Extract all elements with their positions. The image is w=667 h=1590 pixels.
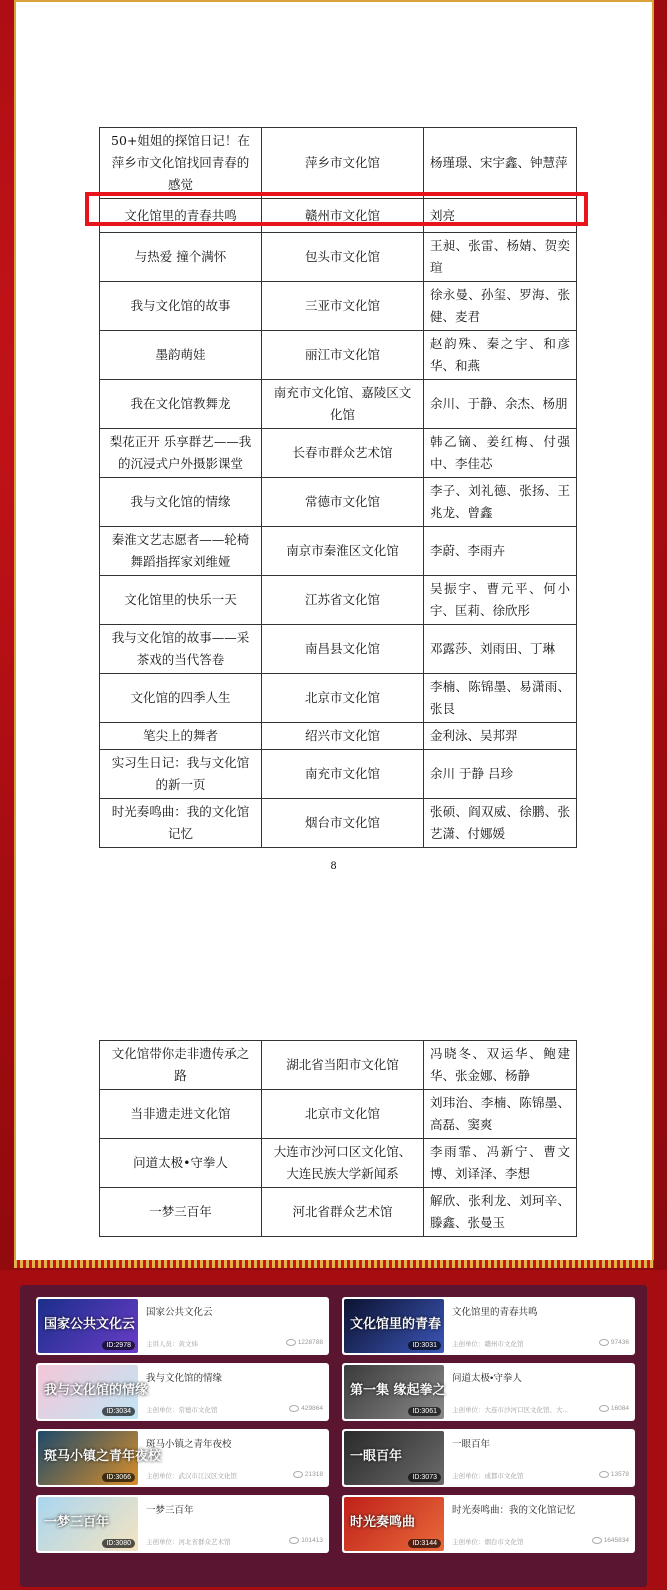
video-thumbnail[interactable]	[344, 1365, 444, 1419]
video-title[interactable]: 我与文化馆的情缘	[146, 1373, 223, 1384]
members-cell: 冯晓冬、双运华、鲍建华、张金娜、杨静	[424, 1041, 577, 1090]
video-card[interactable]	[342, 1297, 635, 1355]
table-row	[100, 1090, 577, 1139]
video-card[interactable]	[36, 1297, 329, 1355]
members-cell: 王昶、张雷、杨婧、贺奕瑄	[424, 233, 577, 282]
unit-cell: 北京市文化馆	[262, 674, 424, 723]
unit-cell: 湖北省当阳市文化馆	[262, 1041, 424, 1090]
video-card[interactable]	[36, 1429, 329, 1487]
unit-cell: 包头市文化馆	[262, 233, 424, 282]
video-id-badge: ID:3080	[102, 1539, 135, 1548]
video-title[interactable]: 时光奏鸣曲：我的文化馆记忆	[452, 1505, 576, 1516]
view-count-value: 97436	[610, 1339, 629, 1347]
results-table-2	[99, 1040, 577, 1237]
table-row	[100, 331, 577, 380]
members-cell: 金利泳、吴邦羿	[424, 723, 577, 750]
table-row	[100, 750, 577, 799]
program-cell: 梨花正开 乐享群艺——我的沉浸式户外摄影课堂	[100, 429, 262, 478]
members-cell: 吴振宇、曹元平、何小宇、匡莉、徐欣彤	[424, 576, 577, 625]
view-count	[289, 1405, 323, 1412]
program-cell: 文化馆里的青春共鸣	[100, 199, 262, 233]
view-count-value: 21318	[304, 1471, 323, 1479]
video-unit: 主创单位：成都市文化馆	[452, 1473, 524, 1480]
video-card[interactable]	[342, 1495, 635, 1553]
unit-cell: 三亚市文化馆	[262, 282, 424, 331]
view-count	[289, 1537, 323, 1544]
members-cell: 邓露莎、刘雨田、丁琳	[424, 625, 577, 674]
members-cell: 李雨霏、冯新宁、曹文博、刘译泽、李想	[424, 1139, 577, 1188]
table-row	[100, 128, 577, 199]
unit-cell: 赣州市文化馆	[262, 199, 424, 233]
video-title[interactable]: 一梦三百年	[146, 1505, 194, 1516]
program-cell: 我在文化馆教舞龙	[100, 380, 262, 429]
video-unit: 主讲人员：黄文炜	[146, 1341, 198, 1348]
program-cell: 一梦三百年	[100, 1188, 262, 1237]
thumbnail-caption: 斑马小镇之青年夜校	[44, 1449, 162, 1464]
unit-cell: 烟台市文化馆	[262, 799, 424, 848]
table-row	[100, 625, 577, 674]
program-cell: 我与文化馆的情缘	[100, 478, 262, 527]
eye-icon	[293, 1471, 303, 1478]
video-thumbnail[interactable]	[38, 1299, 138, 1353]
view-count	[293, 1471, 323, 1478]
video-unit: 主创单位：大连市沙河口区文化馆、大...	[452, 1407, 568, 1414]
unit-cell: 常德市文化馆	[262, 478, 424, 527]
unit-cell: 长春市群众艺术馆	[262, 429, 424, 478]
unit-cell: 萍乡市文化馆	[262, 128, 424, 199]
table-row	[100, 1188, 577, 1237]
view-count-value: 1228788	[297, 1339, 323, 1347]
video-card[interactable]	[342, 1429, 635, 1487]
program-cell: 当非遗走进文化馆	[100, 1090, 262, 1139]
program-cell: 时光奏鸣曲：我的文化馆记忆	[100, 799, 262, 848]
program-cell: 文化馆里的快乐一天	[100, 576, 262, 625]
video-id-badge: ID:3144	[408, 1539, 441, 1548]
video-id-badge: ID:3061	[408, 1407, 441, 1416]
page-number: 8	[330, 861, 337, 872]
video-unit: 主创单位：烟台市文化馆	[452, 1539, 524, 1546]
video-thumbnail[interactable]	[38, 1497, 138, 1551]
view-count	[599, 1405, 629, 1412]
unit-cell: 河北省群众艺术馆	[262, 1188, 424, 1237]
program-cell: 墨韵萌娃	[100, 331, 262, 380]
video-unit: 主创单位：赣州市文化馆	[452, 1341, 524, 1348]
unit-cell: 绍兴市文化馆	[262, 723, 424, 750]
video-card[interactable]	[36, 1495, 329, 1553]
view-count	[592, 1537, 629, 1544]
video-id-badge: ID:3034	[102, 1407, 135, 1416]
video-id-badge: ID:2978	[102, 1341, 135, 1350]
members-cell: 张硕、阎双威、徐鹏、张艺潇、付娜媛	[424, 799, 577, 848]
program-cell: 我与文化馆的故事——采茶戏的当代答卷	[100, 625, 262, 674]
view-count-value: 13578	[610, 1471, 629, 1479]
table-row	[100, 723, 577, 750]
eye-icon	[599, 1471, 609, 1478]
members-cell: 解欣、张利龙、刘珂辛、滕鑫、张曼玉	[424, 1188, 577, 1237]
thumbnail-caption: 国家公共文化云	[44, 1317, 136, 1332]
results-table-1	[99, 127, 577, 848]
thumbnail-caption: 时光奏鸣曲	[350, 1515, 416, 1530]
program-cell: 文化馆的四季人生	[100, 674, 262, 723]
video-id-badge: ID:3073	[408, 1473, 441, 1482]
unit-cell: 南昌县文化馆	[262, 625, 424, 674]
eye-icon	[289, 1405, 299, 1412]
table-row	[100, 1139, 577, 1188]
program-cell: 问道太极•守拳人	[100, 1139, 262, 1188]
video-thumbnail[interactable]	[38, 1365, 149, 1419]
members-cell: 余川、于静、余杰、杨朋	[424, 380, 577, 429]
unit-cell: 北京市文化馆	[262, 1090, 424, 1139]
program-cell: 笔尖上的舞者	[100, 723, 262, 750]
video-thumbnail[interactable]	[344, 1497, 444, 1551]
thumbnail-caption: 我与文化馆的情缘	[44, 1383, 149, 1398]
highlight-box	[85, 192, 588, 226]
table-row	[100, 282, 577, 331]
members-cell: 韩乙镝、姜红梅、付强中、李佳芯	[424, 429, 577, 478]
eye-icon	[286, 1339, 296, 1346]
members-cell: 刘亮	[424, 199, 577, 233]
video-title[interactable]: 斑马小镇之青年夜校	[146, 1439, 232, 1450]
view-count	[599, 1471, 629, 1478]
view-count-value: 1645834	[603, 1537, 629, 1545]
unit-cell: 南充市文化馆、嘉陵区文化馆	[262, 380, 424, 429]
table-row	[100, 1041, 577, 1090]
program-cell: 秦淮文艺志愿者——轮椅舞蹈指挥家刘维娅	[100, 527, 262, 576]
video-title[interactable]: 国家公共文化云	[146, 1307, 213, 1318]
view-count	[286, 1339, 323, 1346]
table-row	[100, 478, 577, 527]
members-cell: 余川 于静 吕珍	[424, 750, 577, 799]
program-cell: 文化馆带你走非遗传承之路	[100, 1041, 262, 1090]
program-cell: 与热爱 撞个满怀	[100, 233, 262, 282]
view-count-value: 16084	[610, 1405, 629, 1413]
video-card[interactable]	[342, 1363, 635, 1421]
video-thumbnail[interactable]	[344, 1299, 444, 1353]
program-cell: 实习生日记：我与文化馆的新一页	[100, 750, 262, 799]
unit-cell: 江苏省文化馆	[262, 576, 424, 625]
view-count	[599, 1339, 629, 1346]
thumbnail-caption: 第一集 缘起拳之	[350, 1383, 446, 1398]
unit-cell: 大连市沙河口区文化馆、大连民族大学新闻系	[262, 1139, 424, 1188]
table-row	[100, 527, 577, 576]
members-cell: 李子、刘礼德、张扬、王兆龙、曾鑫	[424, 478, 577, 527]
members-cell: 刘玮治、李楠、陈锦墨、高磊、窦爽	[424, 1090, 577, 1139]
video-unit: 主创单位：河北省群众艺术馆	[146, 1539, 231, 1546]
members-cell: 李蔚、李雨卉	[424, 527, 577, 576]
unit-cell: 丽江市文化馆	[262, 331, 424, 380]
video-card-panel	[20, 1285, 647, 1587]
program-cell: 50+姐姐的探馆日记！在萍乡市文化馆找回青春的感觉	[100, 128, 262, 199]
table-row	[100, 233, 577, 282]
video-id-badge: ID:3031	[408, 1341, 441, 1350]
members-cell: 徐永曼、孙玺、罗海、张健、麦君	[424, 282, 577, 331]
video-card[interactable]	[36, 1363, 329, 1421]
thumbnail-caption: 一眼百年	[350, 1449, 403, 1464]
eye-icon	[289, 1537, 299, 1544]
table-row	[100, 429, 577, 478]
thumbnail-caption: 文化馆里的青春	[350, 1317, 442, 1332]
video-id-badge: ID:3066	[102, 1473, 135, 1482]
video-thumbnail[interactable]	[38, 1431, 162, 1485]
table-row	[100, 380, 577, 429]
video-unit: 主创单位：武汉市江汉区文化馆	[146, 1473, 237, 1480]
members-cell: 李楠、陈锦墨、易潇雨、张艮	[424, 674, 577, 723]
thumbnail-caption: 一梦三百年	[44, 1515, 110, 1530]
video-title[interactable]: 问道太极•守拳人	[452, 1373, 522, 1384]
members-cell: 杨瑾璟、宋宇鑫、钟慧萍	[424, 128, 577, 199]
eye-icon	[599, 1339, 609, 1346]
eye-icon	[592, 1537, 602, 1544]
video-title[interactable]: 一眼百年	[452, 1439, 491, 1450]
members-cell: 赵韵殊、秦之宇、和彦华、和燕	[424, 331, 577, 380]
video-thumbnail[interactable]	[344, 1431, 444, 1485]
table-row	[100, 799, 577, 848]
eye-icon	[599, 1405, 609, 1412]
table-row	[100, 674, 577, 723]
view-count-value: 101413	[301, 1537, 323, 1545]
video-unit: 主创单位：常德市文化馆	[146, 1407, 218, 1414]
table-row	[100, 576, 577, 625]
program-cell: 我与文化馆的故事	[100, 282, 262, 331]
unit-cell: 南京市秦淮区文化馆	[262, 527, 424, 576]
video-title[interactable]: 文化馆里的青春共鸣	[452, 1307, 538, 1318]
unit-cell: 南充市文化馆	[262, 750, 424, 799]
view-count-value: 429864	[301, 1405, 323, 1413]
